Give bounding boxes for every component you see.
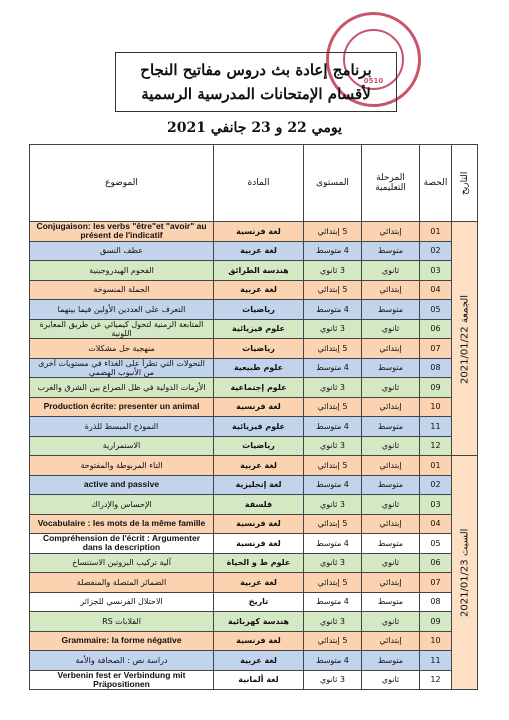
topic-cell: التاء المربوطة والمفتوحة [30,456,214,476]
subject-cell: علوم فيزيائية [214,319,304,339]
topic-cell: active and passive [30,475,214,495]
table-row [30,534,478,554]
subject-cell: لغة فرنسية [214,514,304,534]
level-cell: 3 ثانوي [304,553,362,573]
dates-heading: يومي 22 و 23 جانفي 2021 [167,120,342,136]
stage-cell: ثانوي [362,670,420,690]
stage-cell: إبتدائي [362,631,420,651]
session-cell: 06 [420,553,452,573]
topic-cell: آلية تركيب البروتين الاستنساخ [30,553,214,573]
subject-cell: علوم فيزيائية [214,417,304,437]
level-cell: 5 إبتدائي [304,397,362,417]
subject-cell: تاريخ [214,592,304,612]
table-row [30,612,478,632]
table-row [30,436,478,456]
session-cell: 08 [420,592,452,612]
topic-cell: النموذج المبسط للذرة [30,417,214,437]
topic-cell: عطف النسق [30,241,214,261]
table-row [30,378,478,398]
session-cell: 02 [420,241,452,261]
subject-cell: لغة فرنسية [214,222,304,242]
col-topic: الموضوع [30,145,214,222]
session-cell: 07 [420,573,452,593]
stage-cell: إبتدائي [362,397,420,417]
level-cell: 4 متوسط [304,241,362,261]
level-cell: 5 إبتدائي [304,514,362,534]
table-row [30,670,478,690]
stage-cell: ثانوي [362,319,420,339]
table-row [30,514,478,534]
topic-cell: Verbenin fest er Verbindung mit Präpositionen [30,670,214,690]
col-date: التاريخ [452,145,478,222]
session-cell: 05 [420,300,452,320]
stage-cell: متوسط [362,651,420,671]
table-row [30,222,478,242]
level-cell: 4 متوسط [304,300,362,320]
topic-cell: Conjugaison: les verbs "être"et "avoir" au présent de l'indicatif [30,222,214,242]
level-cell: 5 إبتدائي [304,456,362,476]
topic-cell: Production écrite: presenter un animal [30,397,214,417]
topic-cell: منهجية حل مشكلات [30,339,214,359]
table-row [30,300,478,320]
stage-cell: ثانوي [362,553,420,573]
subject-cell: لغة ألمانية [214,670,304,690]
table-row [30,631,478,651]
table-row [30,319,478,339]
title-line-2: لأقسام الإمتحانات المدرسية الرسمية [141,85,371,103]
level-cell: 5 إبتدائي [304,631,362,651]
level-cell: 3 ثانوي [304,261,362,281]
session-cell: 11 [420,651,452,671]
level-cell: 4 متوسط [304,358,362,378]
stage-cell: متوسط [362,475,420,495]
level-cell: 4 متوسط [304,534,362,554]
col-stage: المرحلة التعليمية [362,145,420,222]
col-subject: المادة [214,145,304,222]
stage-cell: ثانوي [362,612,420,632]
col-session: الحصة [420,145,452,222]
topic-cell: المتابعة الزمنية لتحول كيميائي عن طريق المعايرة اللونية [30,319,214,339]
topic-cell: الإحساس والإدراك [30,495,214,515]
level-cell: 4 متوسط [304,651,362,671]
level-cell: 3 ثانوي [304,670,362,690]
stage-cell: ثانوي [362,436,420,456]
table-row [30,417,478,437]
stage-cell: إبتدائي [362,456,420,476]
schedule-table [29,144,478,690]
stage-cell: ثانوي [362,495,420,515]
stage-cell: إبتدائي [362,339,420,359]
level-cell: 4 متوسط [304,417,362,437]
session-cell: 12 [420,436,452,456]
subject-cell: لغة فرنسية [214,631,304,651]
table-row [30,261,478,281]
level-cell: 5 إبتدائي [304,339,362,359]
session-cell: 05 [420,534,452,554]
topic-cell: Grammaire: la forme négative [30,631,214,651]
session-cell: 09 [420,612,452,632]
subject-cell: لغة عربية [214,651,304,671]
session-cell: 03 [420,261,452,281]
session-cell: 06 [420,319,452,339]
session-cell: 03 [420,495,452,515]
subject-cell: علوم طبيعية [214,358,304,378]
session-cell: 04 [420,514,452,534]
subject-cell: لغة إنجليزية [214,475,304,495]
subject-cell: رياضيات [214,436,304,456]
stage-cell: متوسط [362,300,420,320]
session-cell: 01 [420,222,452,242]
day-label: الجمعة 2021/01/22 [452,222,478,456]
topic-cell: الجملة المنسوخة [30,280,214,300]
stage-cell: متوسط [362,358,420,378]
subject-cell: رياضيات [214,339,304,359]
level-cell: 4 متوسط [304,475,362,495]
subject-cell: لغة عربية [214,241,304,261]
level-cell: 4 متوسط [304,592,362,612]
stage-cell: إبتدائي [362,280,420,300]
stage-cell: متوسط [362,241,420,261]
level-cell: 3 ثانوي [304,319,362,339]
table-row [30,592,478,612]
table-header-row [30,145,478,222]
session-cell: 10 [420,631,452,651]
subject-cell: رياضيات [214,300,304,320]
subject-cell: علوم إجتماعية [214,378,304,398]
topic-cell: الاحتلال الفرنسي للجزائر [30,592,214,612]
table-row [30,475,478,495]
stage-cell: متوسط [362,592,420,612]
level-cell: 3 ثانوي [304,495,362,515]
subject-cell: هندسة كهربائية [214,612,304,632]
table-row [30,456,478,476]
table-row [30,495,478,515]
session-cell: 10 [420,397,452,417]
session-cell: 04 [420,280,452,300]
day-label: السبت 2021/01/23 [452,456,478,690]
stage-cell: متوسط [362,534,420,554]
table-row [30,573,478,593]
subject-cell: هندسة الطرائق [214,261,304,281]
col-level: المستوى [304,145,362,222]
level-cell: 3 ثانوي [304,436,362,456]
table-row [30,553,478,573]
subject-cell: لغة فرنسية [214,534,304,554]
session-cell: 08 [420,358,452,378]
stage-cell: إبتدائي [362,573,420,593]
session-cell: 01 [420,456,452,476]
table-row [30,651,478,671]
stage-cell: إبتدائي [362,514,420,534]
session-cell: 09 [420,378,452,398]
table-row [30,339,478,359]
subject-cell: لغة فرنسية [214,397,304,417]
subject-cell: لغة عربية [214,573,304,593]
topic-cell: الاستمرارية [30,436,214,456]
stage-cell: إبتدائي [362,222,420,242]
subject-cell: علوم ط و الحياة [214,553,304,573]
topic-cell: التحولات التي تطرأ على الغذاء في مستويات أخرى من الأنبوب الهضمي [30,358,214,378]
topic-cell: دراسة نص : الصحافة والأمة [30,651,214,671]
title-box [115,52,397,112]
level-cell: 3 ثانوي [304,612,362,632]
title-line-1: برنامج إعادة بث دروس مفاتيح النجاح [140,61,372,79]
topic-cell: التعرف على العددين الأولين فيما بينهما [30,300,214,320]
level-cell: 3 ثانوي [304,378,362,398]
topic-cell: الأزمات الدولية في ظل الصراع بين الشرق والغرب [30,378,214,398]
stage-cell: متوسط [362,417,420,437]
topic-cell: Compréhension de l'écrit : Argumenter dans la description [30,534,214,554]
table-row [30,397,478,417]
session-cell: 12 [420,670,452,690]
table-row [30,280,478,300]
session-cell: 11 [420,417,452,437]
table-row [30,358,478,378]
topic-cell: القلابات RS [30,612,214,632]
stage-cell: ثانوي [362,378,420,398]
level-cell: 5 إبتدائي [304,573,362,593]
subject-cell: فلسفة [214,495,304,515]
topic-cell: الضمائر المتصلة والمنفصلة [30,573,214,593]
level-cell: 5 إبتدائي [304,222,362,242]
topic-cell: Vocabulaire : les mots de la même famille [30,514,214,534]
subject-cell: لغة عربية [214,456,304,476]
session-cell: 07 [420,339,452,359]
level-cell: 5 إبتدائي [304,280,362,300]
topic-cell: الفحوم الهيدروجينية [30,261,214,281]
subject-cell: لغة عربية [214,280,304,300]
stage-cell: ثانوي [362,261,420,281]
stamp-code: 0510 [363,77,384,85]
session-cell: 02 [420,475,452,495]
table-row [30,241,478,261]
